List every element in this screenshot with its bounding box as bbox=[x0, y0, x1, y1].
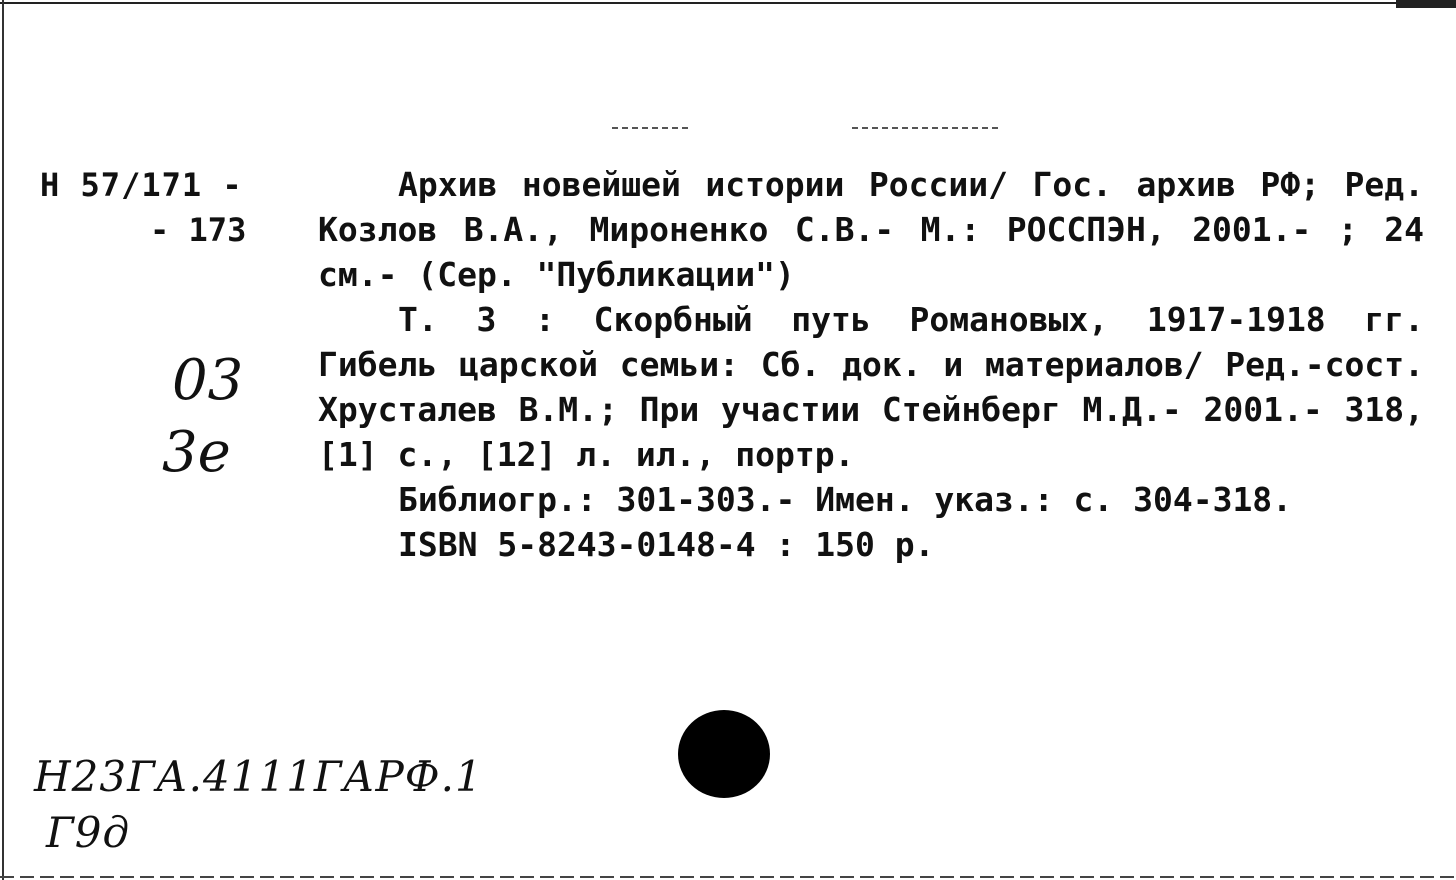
card-left-edge bbox=[2, 0, 4, 880]
bibliographic-entry bbox=[318, 162, 1424, 567]
handwritten-archive-note-2: Г9д bbox=[46, 808, 131, 857]
dashed-divider bbox=[612, 127, 692, 129]
card-corner-mark bbox=[1396, 0, 1456, 8]
shelf-mark: Н 57/171 - bbox=[40, 166, 243, 204]
entry-volume-description: Т. 3 : Скорбный путь Романовых, 1917-1918 гг. Гибель царской семьи: Сб. док. и материалов/ Ред.-сост. Хрусталев В.М.; При участии Стейнберг М.Д.- 2001.- 318, [1] с., [12] л. ил., портр. bbox=[318, 300, 1424, 474]
entry-main-description: Архив новейшей истории России/ Гос. архив РФ; Ред. Козлов В.А., Мироненко С.В.- М.: РОССПЭН, 2001.- ; 24 см.- (Сер. "Публикации") bbox=[318, 165, 1424, 294]
shelf-mark-continuation: - 173 bbox=[150, 211, 247, 249]
card-bottom-edge bbox=[0, 876, 1456, 878]
entry-isbn: ISBN 5-8243-0148-4 : 150 р. bbox=[398, 525, 935, 564]
handwritten-code-2: 3e bbox=[162, 420, 231, 485]
card-punch-hole bbox=[678, 710, 770, 798]
card-top-edge bbox=[0, 2, 1456, 4]
dashed-divider bbox=[852, 127, 1002, 129]
handwritten-archive-note: Н23ГА.4111ГАРФ.1 bbox=[34, 752, 483, 801]
handwritten-code-1: 03 bbox=[172, 348, 244, 413]
entry-notes: Библиогр.: 301-303.- Имен. указ.: с. 304-318. bbox=[398, 480, 1293, 519]
